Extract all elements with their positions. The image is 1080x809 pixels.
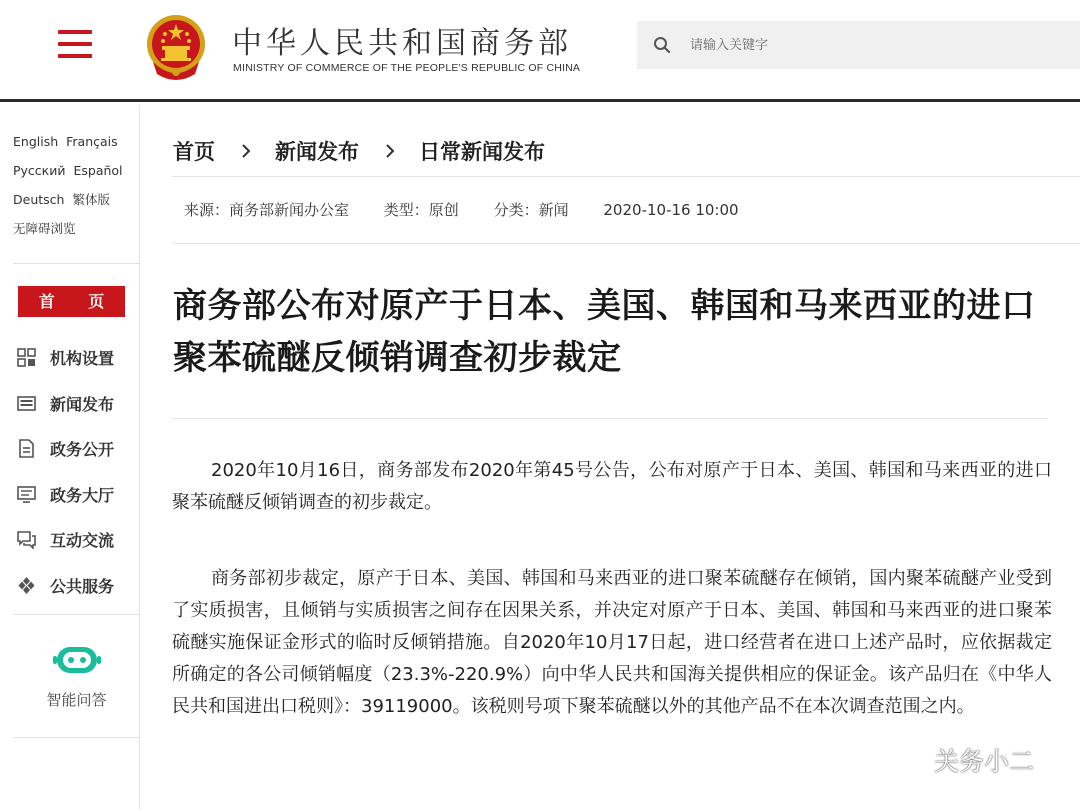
divider: [172, 418, 1048, 419]
org-name-cn: 中华人民共和国商务部: [232, 26, 572, 61]
site-header: [0, 0, 1080, 102]
sidebar-item-label: 新闻发布: [50, 394, 115, 414]
breadcrumb: [173, 136, 545, 166]
breadcrumb-news[interactable]: 新闻发布: [275, 140, 359, 164]
grid-icon: [17, 348, 36, 367]
sidebar: [0, 105, 140, 809]
sidebar-divider: [13, 614, 140, 615]
meta-type: 类型：原创: [383, 201, 459, 219]
sidebar-item-government-affairs[interactable]: [17, 426, 114, 472]
document-icon: [17, 439, 36, 458]
wechat-icon: [896, 745, 928, 775]
sidebar-item-label: 机构设置: [50, 349, 115, 369]
lang-spanish-link[interactable]: Español: [73, 163, 123, 178]
meta-source: 来源：商务部新闻办公室: [184, 201, 350, 219]
sidebar-item-public-service[interactable]: [17, 563, 114, 609]
watermark-text: 关务小二: [934, 747, 1035, 776]
breadcrumb-home[interactable]: 首页: [173, 140, 215, 164]
accessibility-link[interactable]: 无障碍浏览: [13, 221, 76, 236]
sidebar-item-label: 政务公开: [50, 440, 115, 460]
search-icon[interactable]: [652, 35, 672, 55]
lang-russian-link[interactable]: Русский: [13, 163, 66, 178]
diamond-icon: [17, 576, 36, 595]
lang-traditional-chinese-link[interactable]: 繁体版: [72, 192, 110, 207]
sidebar-divider: [13, 263, 140, 264]
sidebar-item-label: 互动交流: [50, 531, 115, 551]
sidebar-item-interaction[interactable]: [17, 517, 114, 563]
breadcrumb-daily-news[interactable]: 日常新闻发布: [419, 140, 545, 164]
sidebar-item-organization[interactable]: [17, 335, 114, 381]
robot-icon: [53, 641, 101, 677]
monitor-icon: [17, 485, 36, 504]
article-title: 商务部公布对原产于日本、美国、韩国和马来西亚的进口聚苯硫醚反倾销调查初步裁定: [173, 286, 1036, 378]
chat-icon: [17, 530, 36, 549]
lang-german-link[interactable]: Deutsch: [13, 192, 65, 207]
ai-assistant-button[interactable]: [13, 617, 140, 735]
article-paragraph: 商务部初步裁定，原产于日本、美国、韩国和马来西亚的进口聚苯硫醚存在倾销，国内聚苯硫醚产业受到了实质损害，且倾销与实质损害之间存在因果关系，并决定对原产于日本、美国、韩国和马来西亚的进口聚苯硫醚实施保证金形式的临时反倾销措施。自2020年10月17日起，进口经营者在进口上述产品时，应依据裁定所确定的各公司倾销幅度（23.3%-220.9%）向中华人民共和国海关提供相应的保证金。该产品归在《中华人民共和国进出口税则》：39119000。该税则号项下聚苯硫醚以外的其他产品不在本次调查范围之内。: [172, 568, 1052, 717]
search-input[interactable]: [690, 38, 1030, 53]
search-bar[interactable]: [637, 21, 1080, 69]
ai-assistant-label: 智能问答: [46, 691, 107, 709]
lang-french-link[interactable]: Français: [66, 134, 118, 149]
article-paragraph: 2020年10月16日，商务部发布2020年第45号公告，公布对原产于日本、美国、韩国和马来西亚的进口聚苯硫醚反倾销调查的初步裁定。: [172, 460, 1052, 513]
sidebar-nav: [17, 335, 114, 608]
hamburger-menu-icon[interactable]: [58, 30, 92, 58]
news-icon: [17, 394, 36, 413]
meta-category: 分类：新闻: [493, 201, 569, 219]
chevron-right-icon: [383, 144, 397, 158]
org-name-en: MINISTRY OF COMMERCE OF THE PEOPLE'S REPUBLIC OF CHINA: [233, 62, 581, 74]
meta-datetime: 2020-10-16 10:00: [603, 201, 739, 219]
sidebar-divider: [13, 737, 140, 738]
national-emblem-icon[interactable]: [143, 12, 209, 82]
language-switcher: [13, 132, 140, 248]
divider: [172, 176, 1080, 177]
divider: [172, 243, 1080, 244]
sidebar-item-service-hall[interactable]: [17, 472, 114, 518]
sidebar-item-label: 公共服务: [50, 576, 115, 596]
article-meta: [184, 199, 769, 220]
sidebar-item-label: 政务大厅: [50, 485, 115, 505]
lang-english-link[interactable]: English: [13, 134, 59, 149]
watermark: [896, 742, 1034, 778]
chevron-right-icon: [239, 144, 253, 158]
home-button[interactable]: 首 页: [18, 286, 125, 317]
sidebar-item-news[interactable]: [17, 381, 114, 427]
